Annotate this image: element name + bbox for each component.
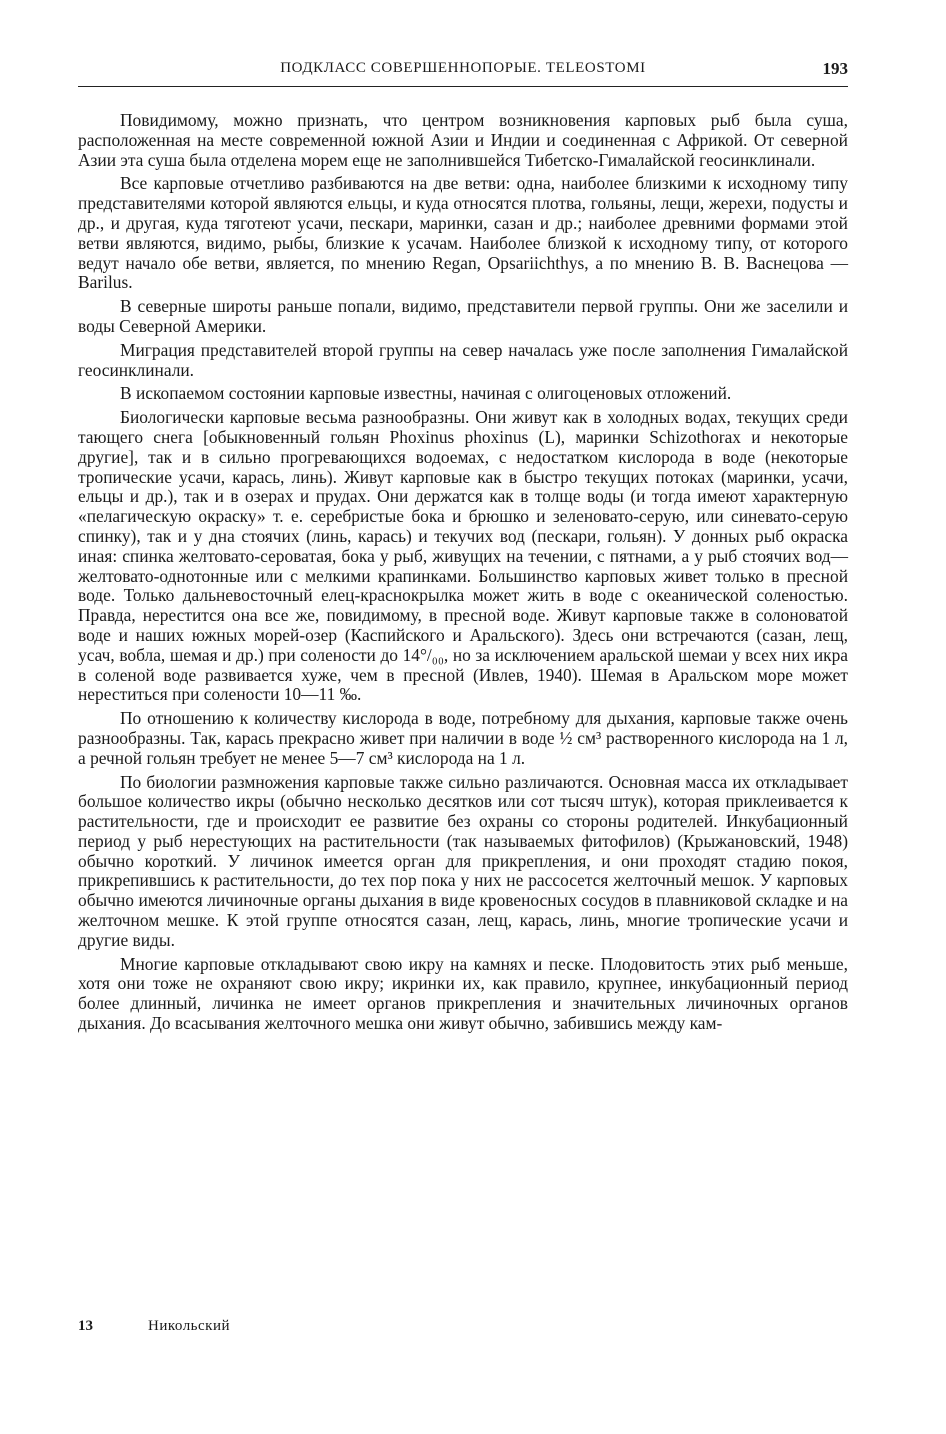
page-header — [78, 60, 848, 84]
body-text — [78, 111, 848, 1038]
paragraph: По отношению к количеству кислорода в воде, потребному для дыхания, карповые также очень разнообразны. Так, карась прекрасно живет при наличии в воде ½ см³ растворенного кислорода на 1 л, а речной гольян требует не менее 5—7 см³ кислорода на 1 л. — [78, 708, 848, 768]
paragraph: Миграция представителей второй группы на север началась уже после заполнения Гималайской геосинклинали. — [78, 339, 848, 380]
header-rule — [78, 86, 848, 87]
paragraph: Все карповые отчетливо разбиваются на две ветви: одна, наиболее близкими к исходному типу представителями которой являются ельцы, и куда относятся плотва, гольяны, лещи, жерехи, подусты и др., и другая, куда тяготеют усачи, пескари, маринки, сазан и др.; наиболее древними формами этой ветви являются, видимо, рыбы, близкие к усачам. Наиболее близкой к исходному типу, от которого ведут начало обе ветви, является, по мнению Regan, Opsariichthys, а по мнению В. В. Васнецова — Barilus. — [78, 173, 848, 293]
page-number: 193 — [822, 59, 848, 78]
paragraph: Многие карповые откладывают свою икру на камнях и песке. Плодовитость этих рыб меньше, хотя они тоже не охраняют свою икру; икринки их, как правило, крупнее, инкубационный период более длинный, личинка не имеет органов прикрепления и значительных личиночных органов дыхания. До всасывания желточного мешка они живут обычно, забившись между кам- — [78, 953, 848, 1034]
signature-number: 13 — [78, 1318, 93, 1334]
paragraph: Биологически карповые весьма разнообразны. Они живут как в холодных водах, текущих среди тающего снега [обыкновенный гольян Phoxinus phoxinus (L), маринки Schizothorax и некоторые другие], так и в сильно прогревающихся водоемах, с недостатком кислорода в воде (некоторые тропические усачи, карась, линь). Живут карповые как в быстро текущих потоках (маринки, усачи, ельцы и др.), так и в озерах и прудах. Они держатся как в толще воды (и тогда имеют характерную «пелагическую окраску» т. е. серебристые бока и брюшко и зеленовато-серую, или синевато-серую спинку), так и у дна стоячих (линь, карась) и текучих вод (пескари, гольян). У донных рыб окраска иная: спинка желтовато-сероватая, бока у рыб, живущих на течении, с пятнами, а у рыб стоячих вод—желтовато-однотонные или с мелкими крапинками. Большинство карповых живет только в пресной воде. Только дальневосточный елец-краснокрылка может жить в воде с океанической соленостью. Правда, нерестится она все же, повидимому, в пресной воде. Живут карповые также в солоноватой воде и наших южных морей-озер (Каспийского и Аральского). Здесь они встречаются (сазан, лещ, усач, вобла, шемая и др.) при солености до 14°/₀₀, но за исключением аральской шемаи у всех них икра в соленой воде развивается хуже, чем в пресной (Ивлев, 1940). Шемая в Аральском море может нереститься при солености 10—11 ‰. — [78, 407, 848, 705]
page-footer — [78, 1318, 848, 1340]
paragraph: По биологии размножения карповые также сильно различаются. Основная масса их откладывает большое количество икры (обычно несколько десятков или сот тысяч штук), которая приклеивается к растительности, где и происходит ее развитие без охраны со стороны родителей. Инкубационный период у рыб нерестующих на растительности (так называемых фитофилов) (Крыжановский, 1948) обычно короткий. У личинок имеется орган для прикрепления, и они проходят стадию покоя, прикрепившись к растительности, до тех пор пока у них не рассосется желточный мешок. У карповых обычно имеются личиночные органы дыхания в виде кровеносных сосудов в плавниковой складке и на желточном мешке. К этой группе относятся сазан, лещ, карась, линь, многие тропические усачи и другие виды. — [78, 771, 848, 950]
signature-name: Никольский — [148, 1318, 231, 1334]
paragraph: Повидимому, можно признать, что центром возникновения карповых рыб была суша, расположенная на месте современной южной Азии и Индии и соединенная с Африкой. От северной Азии эта суша была отделена морем еще не заполнившейся Тибетско-Гималайской геосинклинали. — [78, 110, 848, 170]
running-head: ПОДКЛАСС СОВЕРШЕННОПОРЫЕ. TELEOSTOMI — [280, 60, 646, 76]
paragraph: В северные широты раньше попали, видимо, представители первой группы. Они же заселили и воды Северной Америки. — [78, 296, 848, 336]
paragraph: В ископаемом состоянии карповые известны, начиная с олигоценовых отложений. — [120, 383, 732, 404]
